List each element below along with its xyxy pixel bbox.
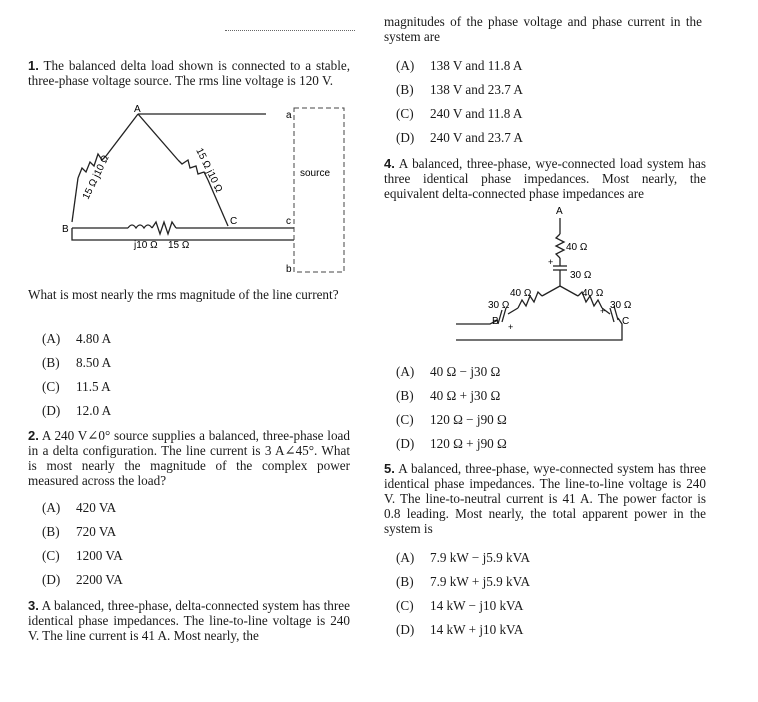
q1-node-a: A	[134, 104, 141, 115]
q1-options	[42, 327, 111, 423]
q3-option-c[interactable]: (C) 240 V and 11.8 A	[396, 106, 523, 121]
q1-stem	[28, 58, 350, 88]
q1-delta-diagram	[58, 104, 358, 280]
q1-option-d[interactable]: (D) 12.0 A	[42, 403, 112, 418]
q4-c-plus: +	[600, 306, 606, 316]
q4-b-x-label: 30 Ω	[488, 300, 510, 311]
q2-option-c[interactable]: (C) 1200 VA	[42, 548, 123, 563]
q2-option-d[interactable]: (D) 2200 VA	[42, 572, 123, 587]
q1-stem-text: The balanced delta load shown is connected to a stable, three-phase voltage source. The rms line voltage is 120 V.	[28, 58, 351, 88]
q1-bottom-inductor	[128, 225, 152, 228]
q1-option-a[interactable]: (A) 4.80 A	[42, 331, 112, 346]
q4-number: 4.	[384, 156, 395, 171]
q4-option-a[interactable]: (A) 40 Ω − j30 Ω	[396, 364, 501, 379]
q1-source-label: source	[300, 168, 331, 179]
q4-option-d[interactable]: (D) 120 Ω + j90 Ω	[396, 436, 507, 451]
q5-options	[396, 546, 530, 642]
q5-option-a[interactable]: (A) 7.9 kW − j5.9 kVA	[396, 550, 530, 565]
q2-stem	[28, 428, 350, 488]
q1-term-a: a	[286, 110, 292, 121]
q5-option-d[interactable]: (D) 14 kW + j10 kVA	[396, 622, 524, 637]
q4-option-c[interactable]: (C) 120 Ω − j90 Ω	[396, 412, 507, 427]
q1-node-c: C	[230, 216, 238, 227]
q4-a-plus: +	[548, 257, 554, 267]
q1-source-box	[294, 108, 344, 272]
header-rule	[225, 30, 355, 31]
q1-question: What is most nearly the rms magnitude of the line current?	[28, 287, 339, 302]
q1-bottom-j-label: j10 Ω	[134, 240, 158, 251]
q4-a-resistor	[556, 234, 564, 258]
q2-options	[42, 496, 123, 592]
q1-node-b: B	[62, 224, 69, 235]
q5-stem-text: A balanced, three-phase, wye-connected system has three identical phase impedances. The line-to-line voltage is 240 V. The line-to-neutral current is 41 A. The power factor is 0.8 leading. Most nearly, the total apparent power in the system is	[384, 461, 706, 536]
q4-node-a: A	[556, 206, 563, 217]
q5-number: 5.	[384, 461, 395, 476]
q2-option-a[interactable]: (A) 420 VA	[42, 500, 117, 515]
q1-right-branch-label: 15 Ω j10 Ω	[193, 146, 225, 195]
q1-bottom-r-label: 15 Ω	[168, 240, 190, 251]
q3-option-d[interactable]: (D) 240 V and 23.7 A	[396, 130, 523, 145]
q3-continuation: magnitudes of the phase voltage and phase current in the system are	[384, 14, 702, 44]
q4-b-plus: +	[508, 322, 514, 332]
q4-a-x-label: 30 Ω	[570, 270, 592, 281]
q4-c-x-label: 30 Ω	[610, 300, 632, 311]
q1-bottom-resistor	[152, 222, 176, 234]
q3-options	[396, 54, 523, 150]
q3-stem	[28, 598, 350, 643]
q1-number: 1.	[28, 58, 39, 73]
q2-stem-text: A 240 V∠0° source supplies a balanced, three-phase load in a delta configuration. The line current is 3 A∠45°. What is most nearly the magnitude of the complex power measured across the load?	[28, 428, 350, 488]
q3-number: 3.	[28, 598, 39, 613]
q4-a-r-label: 40 Ω	[566, 242, 588, 253]
q2-number: 2.	[28, 428, 39, 443]
q3-option-b[interactable]: (B) 138 V and 23.7 A	[396, 82, 523, 97]
q2-option-b[interactable]: (B) 720 VA	[42, 524, 117, 539]
q4-stem	[384, 156, 706, 201]
q4-options	[396, 360, 507, 456]
q1-option-c[interactable]: (C) 11.5 A	[42, 379, 111, 394]
q4-wye-diagram	[450, 204, 650, 352]
q4-node-b: B	[492, 316, 499, 327]
q3-stem-text: A balanced, three-phase, delta-connected system has three identical phase impedances. The line-to-line voltage is 240 V. The line current is 41 A. Most nearly, the	[28, 598, 350, 643]
q4-b-r-label: 40 Ω	[510, 288, 532, 299]
q1-option-b[interactable]: (B) 8.50 A	[42, 355, 112, 370]
q4-option-b[interactable]: (B) 40 Ω + j30 Ω	[396, 388, 501, 403]
q5-stem	[384, 461, 706, 536]
q4-stem-text: A balanced, three-phase, wye-connected load system has three identical phase impedances. Most nearly, the equivalent delta-connected phase impedances are	[384, 156, 706, 201]
q1-term-b: b	[286, 264, 292, 275]
q5-option-b[interactable]: (B) 7.9 kW + j5.9 kVA	[396, 574, 530, 589]
q4-node-c: C	[622, 316, 630, 327]
q3-option-a[interactable]: (A) 138 V and 11.8 A	[396, 58, 523, 73]
q4-c-r-label: 40 Ω	[582, 288, 604, 299]
q1-left-branch-label: 15 Ω j10 Ω	[80, 153, 112, 202]
q1-term-c: c	[286, 216, 291, 227]
q5-option-c[interactable]: (C) 14 kW − j10 kVA	[396, 598, 524, 613]
